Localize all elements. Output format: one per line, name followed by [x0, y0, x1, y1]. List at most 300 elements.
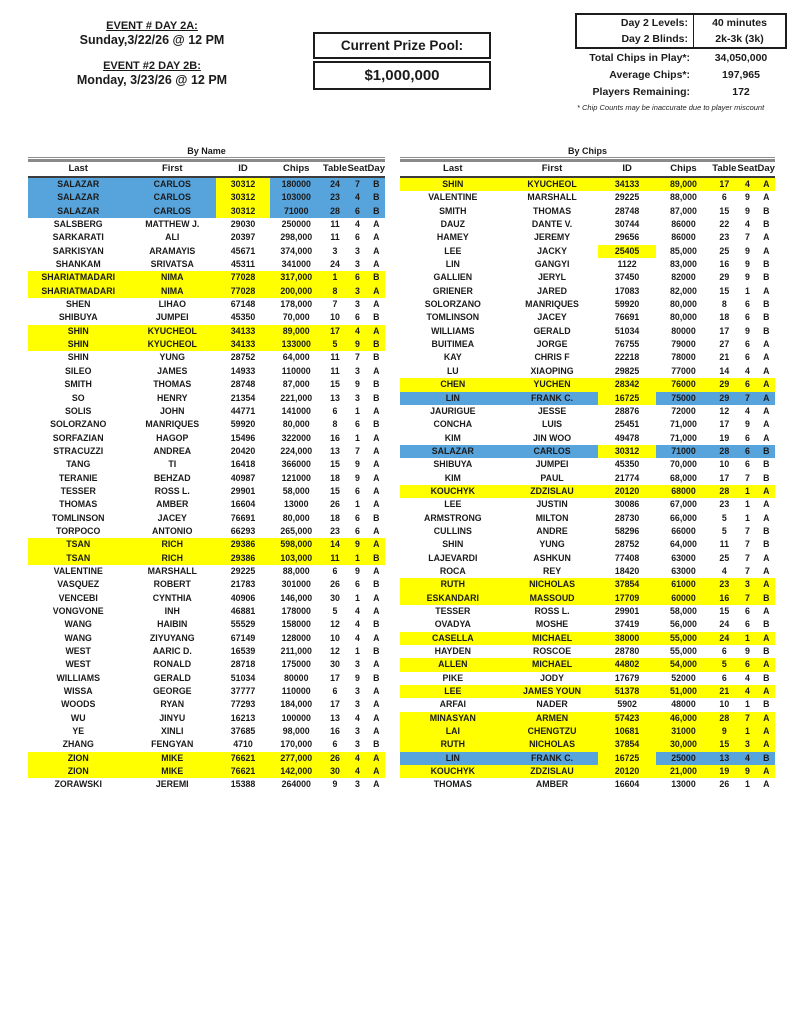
cell-day: A [373, 712, 380, 723]
cell-seat: 1 [745, 499, 750, 510]
cell-id: 10681 [598, 725, 655, 738]
cell-first: GERALD [153, 672, 191, 683]
table-row [400, 712, 775, 725]
cell-day: A [758, 658, 776, 671]
cell-seat: 6 [355, 579, 360, 590]
table-row [400, 311, 775, 324]
cell-id: 76621 [216, 752, 270, 765]
cell-table: 15 [330, 485, 340, 496]
cell-table: 26 [719, 779, 730, 790]
cell-day: B [368, 177, 385, 191]
cell-first: KYUCHEOL [506, 177, 599, 191]
cell-id: 30312 [216, 191, 270, 204]
cell-chips: 80,000 [282, 512, 310, 523]
cell-last: TERANIE [58, 472, 98, 483]
cell-id: 46881 [230, 606, 256, 616]
cell-seat: 6 [745, 459, 750, 470]
cell-table: 26 [323, 752, 348, 765]
cell-day: B [763, 525, 770, 536]
cell-chips: 21,000 [656, 765, 712, 778]
cell-first: ZIYUYANG [149, 632, 195, 643]
cell-id: 1122 [617, 259, 637, 270]
cell-first: TI [168, 459, 177, 470]
event-b-title: EVENT #2 DAY 2B: [103, 60, 201, 72]
cell-seat: 9 [745, 205, 750, 216]
table-row [28, 525, 385, 538]
cell-table: 8 [721, 299, 727, 310]
cell-day: A [373, 245, 380, 256]
cell-last: WOODS [61, 699, 96, 710]
total-chips-label: Total Chips in Play*: [589, 51, 690, 64]
cell-id: 77028 [216, 271, 270, 284]
cell-table: 16 [711, 592, 737, 605]
table-row [28, 392, 385, 405]
cell-day: A [373, 299, 380, 310]
cell-seat: 1 [737, 632, 757, 645]
table-row [28, 765, 385, 778]
cell-first: JEREMY [533, 232, 571, 243]
cell-last: WANG [64, 632, 92, 643]
cell-chips: 52000 [671, 672, 696, 683]
cell-last: SHANKAM [55, 259, 101, 270]
cell-table: 17 [330, 672, 340, 683]
cell-chips: 89,000 [656, 177, 712, 191]
cell-id: 29225 [614, 192, 640, 203]
cell-day: B [373, 379, 380, 390]
cell-first: ROSCOE [532, 646, 572, 657]
cell-seat: 9 [745, 272, 750, 283]
cell-table: 6 [721, 646, 727, 657]
table-row [28, 177, 385, 191]
cell-last: WEST [65, 646, 91, 657]
cell-chips: 68,000 [670, 472, 697, 483]
table-row [400, 432, 775, 445]
cell-last: ESKANDARI [400, 592, 506, 605]
cell-id: 67149 [230, 632, 256, 643]
table-row [28, 605, 385, 618]
cell-first: JESSE [537, 405, 567, 416]
cell-first: ROBERT [153, 579, 191, 590]
event-a [52, 20, 252, 47]
cell-seat: 6 [355, 312, 360, 323]
cell-day: A [373, 726, 380, 737]
cell-chips: 277,000 [270, 752, 323, 765]
cell-last: CONCHA [433, 419, 473, 430]
cell-table: 5 [721, 512, 727, 523]
cell-day: A [373, 499, 380, 510]
cell-last: WILLIAMS [431, 325, 475, 336]
cell-seat: 6 [745, 432, 750, 443]
cell-seat: 3 [355, 779, 360, 790]
by-name-grid [28, 159, 385, 792]
cell-chips: 317,000 [270, 271, 323, 284]
cell-day: A [368, 765, 385, 778]
cell-seat: 7 [737, 712, 757, 725]
cell-table: 8 [332, 419, 338, 430]
cell-day: A [373, 699, 380, 710]
table-row [400, 485, 775, 498]
cell-last: SHEN [65, 299, 91, 310]
cell-id: 17083 [614, 285, 640, 296]
cell-id: 18420 [614, 565, 640, 576]
table-row [28, 672, 385, 685]
cell-seat: 9 [355, 672, 360, 683]
cell-chips: 67,000 [670, 499, 697, 510]
cell-id: 44771 [230, 405, 256, 416]
table-row [28, 338, 385, 351]
cell-table: 5 [711, 658, 737, 671]
cell-day: A [763, 552, 770, 563]
cell-last: HAYDEN [434, 646, 471, 657]
cell-chips: 80,000 [282, 419, 310, 430]
cell-table: 6 [332, 739, 338, 750]
cell-first: JUSTIN [536, 499, 568, 510]
cell-id: 44802 [598, 658, 655, 671]
cell-day: A [758, 725, 776, 738]
cell-chips: 80,000 [670, 312, 697, 323]
cell-seat: 9 [355, 459, 360, 470]
cell-table: 13 [330, 445, 340, 456]
day2-levels-value: 40 minutes [693, 15, 785, 31]
cell-day: B [373, 419, 380, 430]
cell-seat: 4 [347, 325, 367, 338]
cell-first: MICHAEL [506, 658, 599, 671]
cell-last: VALENTINE [53, 565, 103, 576]
cell-seat: 7 [355, 352, 360, 363]
table-row [400, 672, 775, 685]
cell-day: A [758, 392, 776, 405]
cell-day: A [368, 538, 385, 551]
cell-table: 12 [330, 619, 340, 630]
cell-last: CHEN [400, 378, 506, 391]
cell-id: 21354 [230, 392, 256, 403]
table-row [28, 418, 385, 431]
cell-seat: 6 [737, 658, 757, 671]
cell-id: 34133 [216, 338, 270, 351]
table-row [28, 725, 385, 738]
cell-seat: 9 [355, 565, 360, 576]
table-row [400, 351, 775, 364]
tables-area [0, 146, 791, 792]
cell-table: 23 [330, 525, 340, 536]
cell-seat: 1 [745, 779, 750, 790]
cell-day: B [373, 672, 380, 683]
table-row [28, 258, 385, 271]
cell-first: MIKE [128, 765, 216, 778]
cell-seat: 7 [745, 552, 750, 563]
cell-day: B [763, 259, 770, 270]
cell-day: A [763, 779, 770, 790]
cell-last: DAUZ [440, 219, 466, 230]
cell-day: B [763, 619, 770, 630]
cell-day: B [763, 472, 770, 483]
cell-first: MICHAEL [506, 632, 599, 645]
cell-id: 59920 [230, 419, 256, 430]
cell-first: ANTONIO [152, 525, 193, 536]
cell-chips: 58,000 [282, 485, 310, 496]
cell-seat: 4 [737, 752, 757, 765]
cell-table: 30 [330, 592, 340, 603]
cell-chips: 31000 [656, 725, 712, 738]
cell-last: LEE [444, 499, 462, 510]
cell-first: ZDZISLAU [506, 765, 599, 778]
cell-chips: 55,000 [670, 646, 697, 657]
cell-first: RICH [128, 552, 216, 565]
table-row [28, 351, 385, 364]
cell-chips: 158000 [281, 619, 311, 630]
cell-id: 4710 [233, 739, 253, 750]
cell-id: 22218 [614, 352, 640, 363]
table-row [28, 685, 385, 698]
cell-first: JERYL [538, 272, 567, 283]
cell-chips: 133000 [270, 338, 323, 351]
cell-last: KOUCHYK [400, 485, 506, 498]
column-header-chips: Chips [270, 161, 323, 178]
cell-seat: 3 [355, 392, 360, 403]
cell-seat: 7 [745, 525, 750, 536]
cell-chips: 103000 [270, 191, 323, 204]
day2-levels-box [575, 13, 787, 49]
cell-last: GRIENER [432, 285, 473, 296]
cell-table: 11 [323, 552, 348, 565]
cell-last: SOLORZANO [50, 419, 107, 430]
day2-blinds-row [577, 31, 785, 47]
table-row [28, 458, 385, 471]
cell-seat: 3 [355, 259, 360, 270]
cell-seat: 9 [745, 419, 750, 430]
cell-first: AARIC D. [152, 646, 192, 657]
cell-seat: 4 [355, 632, 360, 643]
cell-chips: 87,000 [670, 205, 697, 216]
cell-day: B [763, 299, 770, 310]
cell-chips: 86000 [671, 232, 696, 243]
table-row [400, 645, 775, 658]
chip-count-footnote: * Chip Counts may be inaccurate due to player miscount [577, 103, 765, 112]
cell-last: ZION [28, 752, 128, 765]
cell-id: 29386 [216, 552, 270, 565]
table-row [28, 632, 385, 645]
cell-first: CARLOS [128, 177, 216, 191]
day2-info-panel [575, 13, 787, 112]
cell-last: SILEO [65, 365, 92, 376]
cell-last: OVADYA [434, 619, 471, 630]
cell-first: JUMPEI [155, 312, 189, 323]
cell-id: 37777 [230, 686, 256, 697]
cell-day: A [758, 378, 776, 391]
cell-first: ANDRE [536, 525, 568, 536]
cell-day: B [763, 672, 770, 683]
table-row [400, 285, 775, 298]
cell-day: A [373, 686, 380, 697]
cell-id: 55529 [230, 619, 256, 630]
cell-table: 19 [719, 432, 730, 443]
cell-seat: 3 [355, 726, 360, 737]
cell-chips: 265,000 [280, 525, 313, 536]
day2-levels-row [577, 15, 785, 31]
cell-table: 17 [719, 419, 730, 430]
cell-first: MIKE [128, 752, 216, 765]
cell-seat: 9 [355, 379, 360, 390]
cell-first: NADER [536, 699, 568, 710]
cell-table: 17 [711, 177, 737, 191]
cell-table: 28 [711, 445, 737, 458]
cell-last: SORFAZIAN [52, 432, 104, 443]
table-row [400, 498, 775, 511]
cell-id: 15388 [230, 779, 256, 790]
day2-blinds-label: Day 2 Blinds: [621, 33, 688, 45]
cell-chips: 121000 [281, 472, 311, 483]
table-row [28, 592, 385, 605]
cell-seat: 6 [737, 445, 757, 458]
cell-chips: 51,000 [656, 685, 712, 698]
cell-chips: 128000 [281, 632, 311, 643]
cell-first: CYNTHIA [152, 592, 192, 603]
cell-seat: 7 [745, 472, 750, 483]
cell-table: 17 [323, 325, 348, 338]
cell-last: SALAZAR [28, 177, 128, 191]
cell-chips: 87,000 [282, 379, 310, 390]
cell-id: 29225 [230, 565, 256, 576]
cell-id: 28748 [614, 205, 640, 216]
cell-day: A [368, 325, 385, 338]
cell-id: 16213 [230, 712, 256, 723]
cell-id: 20397 [230, 232, 256, 243]
cell-chips: 264000 [281, 779, 311, 790]
cell-chips: 68000 [656, 485, 712, 498]
cell-seat: 4 [355, 712, 360, 723]
cell-table: 13 [330, 712, 340, 723]
cell-id: 16539 [230, 646, 256, 657]
cell-first: DANTE V. [531, 219, 573, 230]
by-name-table [28, 146, 385, 792]
cell-chips: 71000 [656, 445, 712, 458]
cell-chips: 70,000 [670, 459, 697, 470]
table-row [28, 578, 385, 591]
cell-first: JORGE [536, 339, 568, 350]
cell-table: 15 [719, 205, 730, 216]
prize-pool-box [313, 32, 491, 90]
by-chips-grid [400, 159, 775, 792]
cell-table: 16 [719, 259, 730, 270]
cell-chips: 71,000 [670, 432, 697, 443]
table-row [400, 392, 775, 405]
cell-id: 28752 [230, 352, 256, 363]
cell-last: ALLEN [400, 658, 506, 671]
by-chips-table [400, 146, 775, 792]
cell-first: MASSOUD [506, 592, 599, 605]
cell-id: 40987 [230, 472, 256, 483]
cell-id: 5902 [617, 699, 637, 710]
column-header-table: Table [711, 161, 737, 178]
cell-first: CARLOS [128, 205, 216, 218]
cell-seat: 3 [355, 739, 360, 750]
cell-table: 29 [711, 392, 737, 405]
cell-day: A [763, 339, 770, 350]
cell-table: 17 [719, 325, 730, 336]
cell-table: 18 [330, 512, 340, 523]
cell-day: B [368, 338, 385, 351]
column-header-seat: Seat [737, 161, 757, 178]
cell-chips: 178000 [281, 606, 311, 616]
cell-day: B [763, 646, 770, 657]
cell-chips: 25000 [656, 752, 712, 765]
cell-day: A [373, 405, 380, 416]
cell-table: 13 [711, 752, 737, 765]
cell-first: JAMES YOUN [506, 685, 599, 698]
cell-day: B [763, 699, 770, 710]
cell-last: SHIBUYA [433, 459, 473, 470]
cell-table: 5 [721, 525, 727, 536]
cell-day: B [763, 312, 770, 323]
cell-first: ZDZISLAU [506, 485, 599, 498]
table-row [28, 485, 385, 498]
cell-seat: 1 [355, 646, 360, 657]
cell-table: 25 [719, 245, 730, 256]
table-row [400, 245, 775, 258]
cell-day: A [763, 565, 770, 576]
cell-first: JACEY [537, 312, 567, 323]
cell-id: 14933 [230, 365, 256, 376]
cell-table: 21 [719, 352, 730, 363]
cell-seat: 6 [745, 299, 750, 310]
cell-last: SMITH [64, 379, 92, 390]
cell-id: 37854 [598, 578, 655, 591]
cell-last: LU [446, 365, 459, 376]
table-row [400, 552, 775, 565]
average-chips-row [575, 66, 787, 83]
cell-id: 30312 [216, 177, 270, 191]
cell-day: B [373, 739, 380, 750]
cell-first: REY [543, 565, 562, 576]
header-row [28, 161, 385, 178]
table-row [28, 245, 385, 258]
cell-day: A [758, 632, 776, 645]
cell-table: 16 [330, 726, 340, 737]
cell-day: A [373, 485, 380, 496]
cell-table: 7 [332, 299, 338, 310]
cell-last: SHIN [67, 352, 89, 363]
cell-last: HAMEY [436, 232, 469, 243]
cell-seat: 4 [745, 219, 750, 230]
cell-last: SALAZAR [28, 205, 128, 218]
cell-day: A [373, 659, 380, 670]
column-header-first: First [506, 161, 599, 178]
cell-seat: 4 [745, 365, 750, 376]
cell-first: HENRY [157, 392, 188, 403]
cell-first: PAUL [540, 472, 564, 483]
cell-day: A [373, 459, 380, 470]
cell-seat: 4 [355, 619, 360, 630]
table-row [400, 365, 775, 378]
cell-chips: 298,000 [280, 232, 313, 243]
cell-id: 30086 [614, 499, 640, 510]
cell-day: A [763, 285, 770, 296]
cell-table: 12 [719, 405, 730, 416]
cell-id: 76621 [216, 765, 270, 778]
cell-first: MARSHALL [527, 192, 577, 203]
table-row [400, 512, 775, 525]
cell-table: 9 [332, 779, 338, 790]
table-row [400, 578, 775, 591]
cell-seat: 7 [745, 539, 750, 550]
cell-day: A [763, 432, 770, 443]
cell-seat: 1 [355, 592, 360, 603]
cell-first: CARLOS [506, 445, 599, 458]
cell-day: A [763, 606, 770, 616]
table-row [400, 738, 775, 751]
cell-chips: 76000 [656, 378, 712, 391]
cell-id: 45671 [230, 245, 256, 256]
